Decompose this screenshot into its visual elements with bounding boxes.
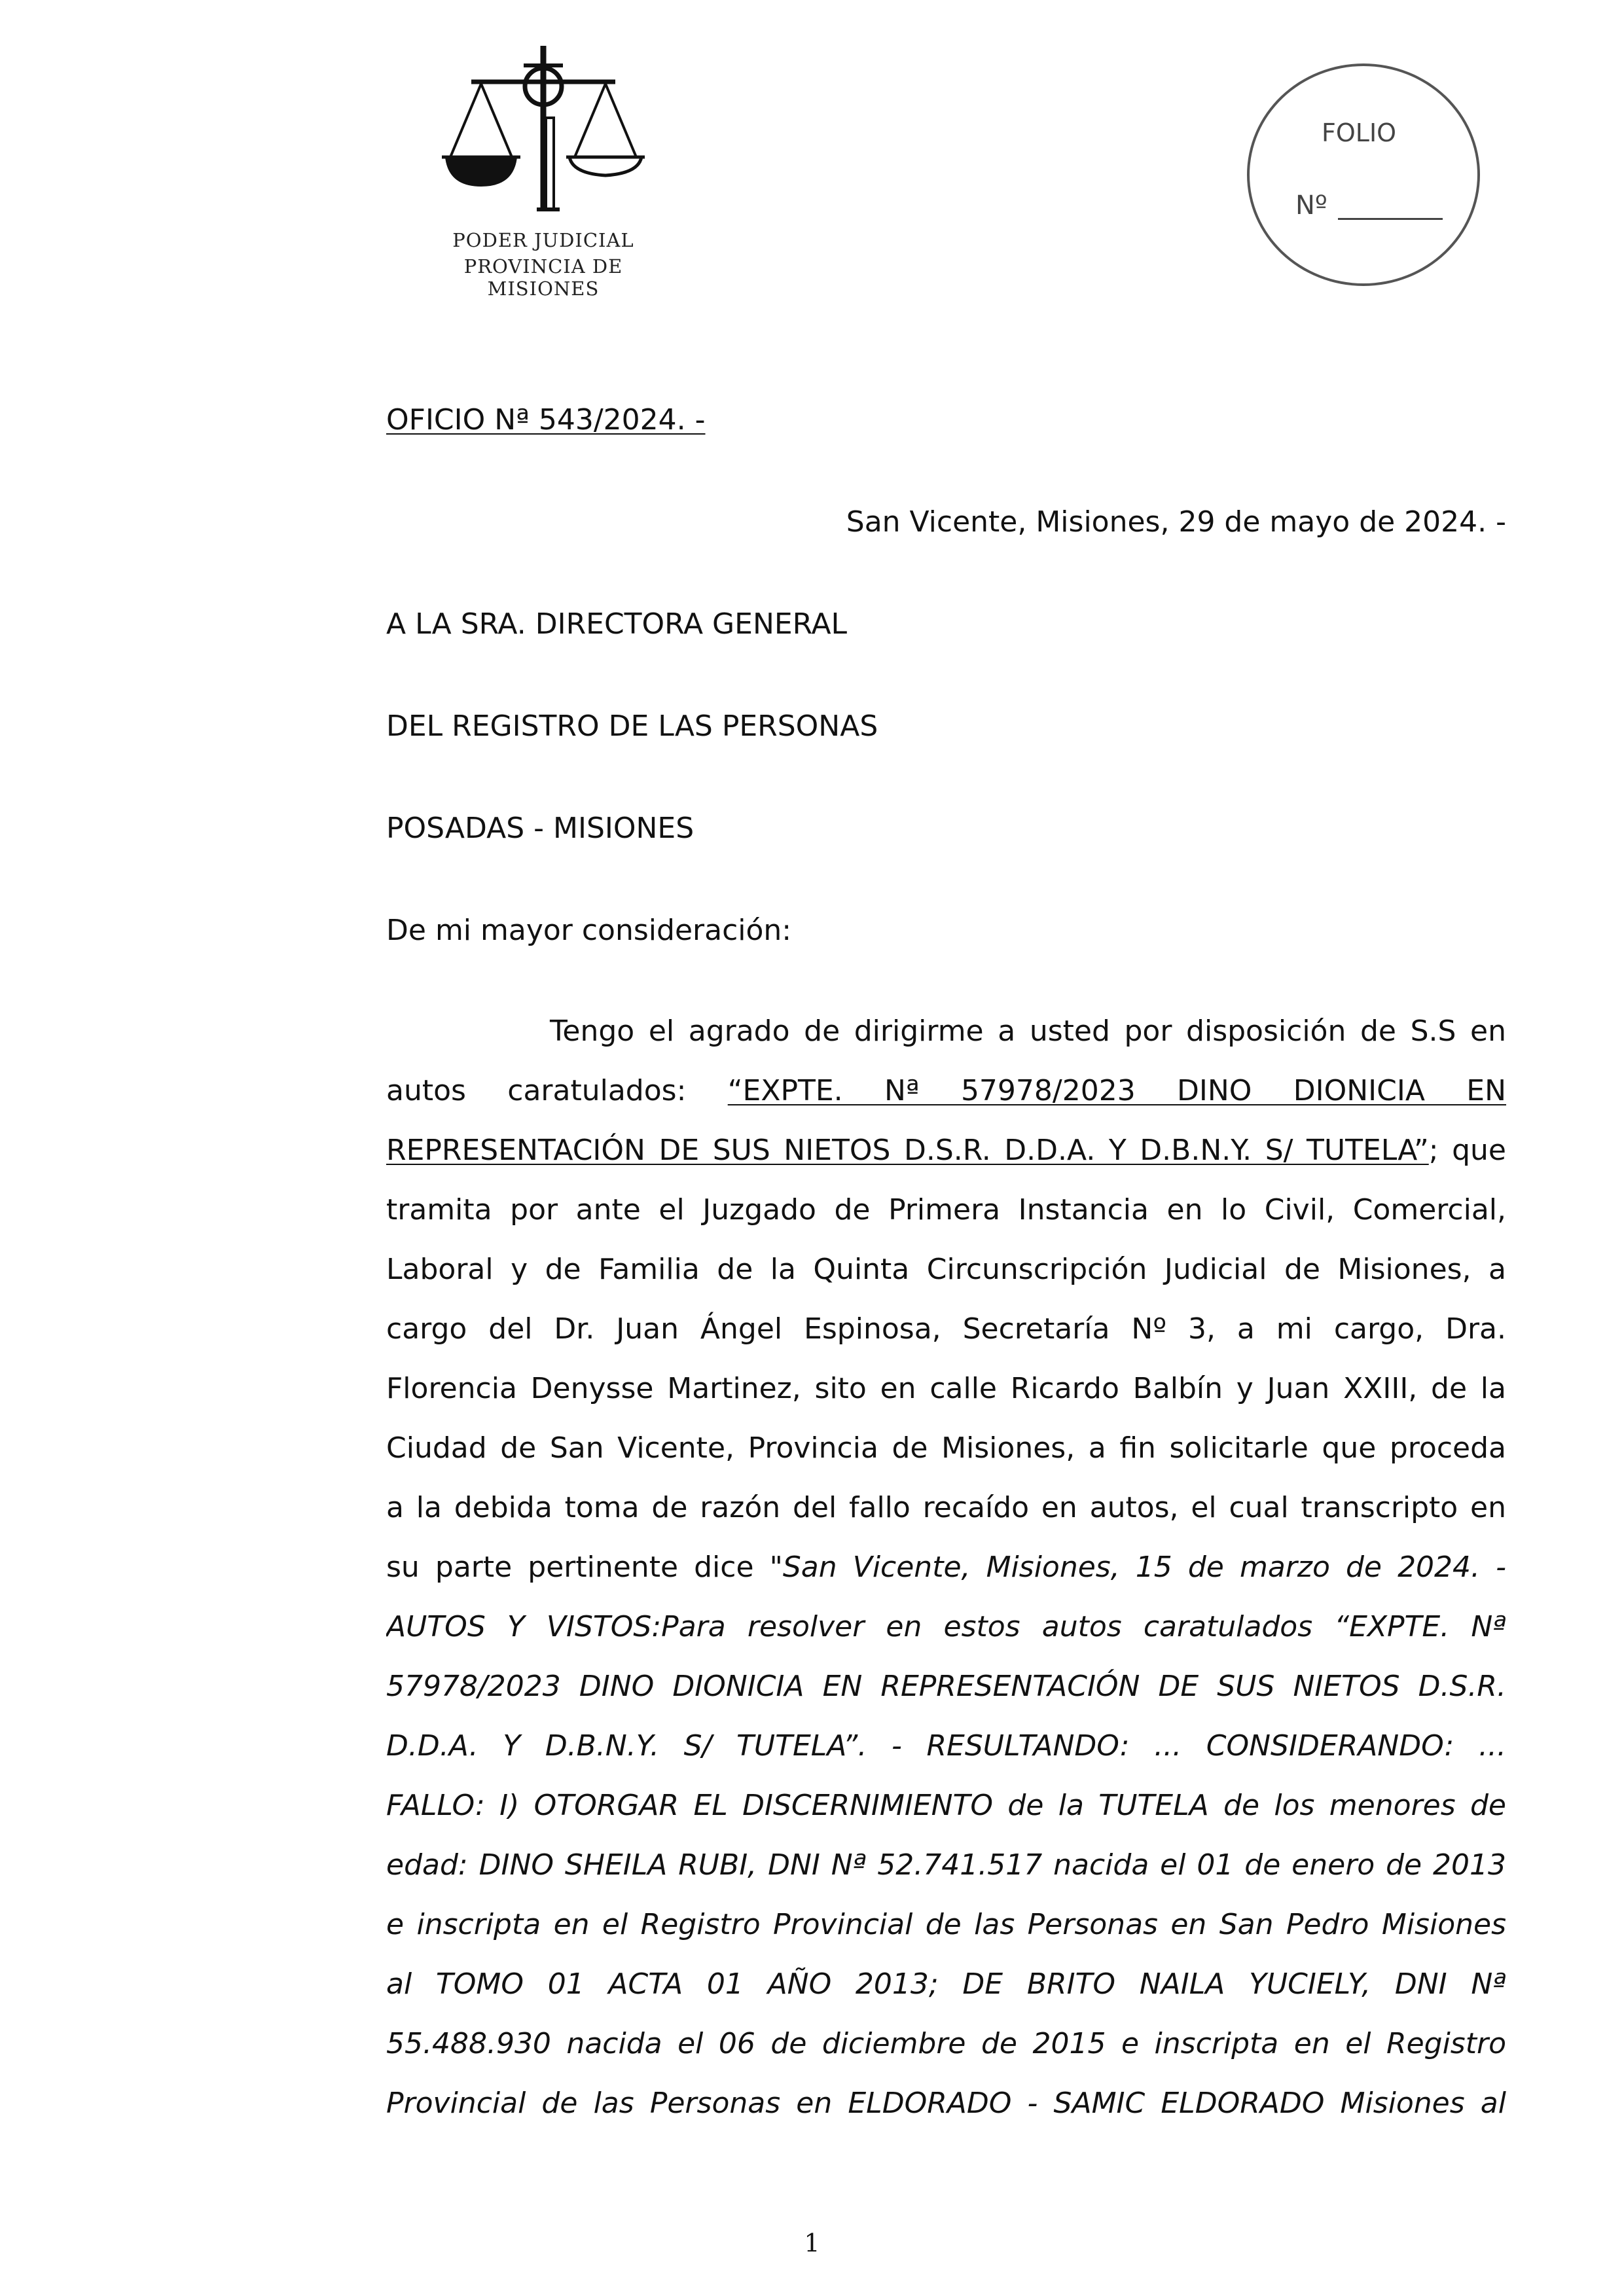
folio-stamp	[1247, 63, 1480, 286]
emblem-text-line2: PROVINCIA DE MISIONES	[463, 255, 623, 300]
folio-label: FOLIO	[1322, 118, 1397, 147]
body-line	[386, 1597, 1506, 1657]
body-line	[386, 2073, 1506, 2133]
body-line: Florencia Denysse Martinez, sito en calle Ricardo Balbín y Juan XXIII, de la	[386, 1372, 1506, 1405]
addressee-line1: A LA SRA. DIRECTORA GENERAL	[386, 607, 848, 641]
body-line: Ciudad de San Vicente, Provincia de Misiones, a fin solicitarle que proceda	[386, 1431, 1506, 1465]
body-line	[386, 1895, 1506, 1954]
body-line	[386, 1776, 1506, 1835]
body-text: ; que	[1428, 1134, 1506, 1167]
quoted-ruling: AUTOS Y VISTOS:Para resolver en estos autos caratulados “EXPTE. Nª	[386, 1610, 1506, 1643]
body-line	[386, 1716, 1506, 1776]
scales-of-justice-icon	[439, 39, 648, 216]
body-line: Tengo el agrado de dirigirme a usted por disposición de S.S en	[550, 1014, 1506, 1048]
body-line: a la debida toma de razón del fallo recaído en autos, el cual transcripto en	[386, 1491, 1506, 1524]
quoted-ruling: al TOMO 01 ACTA 01 AÑO 2013; DE BRITO NAILA YUCIELY, DNI Nª	[386, 1967, 1506, 2001]
date-place: San Vicente, Misiones, 29 de mayo de 2024. -	[846, 505, 1506, 539]
quoted-ruling: 57978/2023 DINO DIONICIA EN REPRESENTACIÓN DE SUS NIETOS D.S.R.	[386, 1670, 1506, 1703]
quoted-ruling: edad: DINO SHEILA RUBI, DNI Nª 52.741.517 nacida el 01 de enero de 2013	[386, 1848, 1506, 1882]
quoted-ruling: FALLO: I) OTORGAR EL DISCERNIMIENTO de la TUTELA de los menores de	[386, 1789, 1506, 1822]
body-text: autos caratulados:	[386, 1074, 728, 1107]
emblem-text-line1: PODER JUDICIAL	[452, 229, 634, 251]
body-line: tramita por ante el Juzgado de Primera Instancia en lo Civil, Comercial,	[386, 1193, 1506, 1227]
oficio-number: OFICIO Nª 543/2024. -	[386, 403, 706, 437]
addressee-line3: POSADAS - MISIONES	[386, 812, 695, 845]
judicial-emblem	[406, 39, 681, 300]
body-line	[386, 1537, 1506, 1597]
body-line	[386, 1657, 1506, 1716]
case-title: “EXPTE. Nª 57978/2023 DINO DIONICIA EN	[727, 1074, 1506, 1107]
folio-number-blank	[1338, 218, 1443, 220]
body-line	[386, 2014, 1506, 2073]
body-line	[386, 1121, 1506, 1180]
addressee-line2: DEL REGISTRO DE LAS PERSONAS	[386, 709, 878, 743]
quoted-ruling: Provincial de las Personas en ELDORADO - SAMIC ELDORADO Misiones al	[386, 2087, 1506, 2120]
greeting: De mi mayor consideración:	[386, 914, 792, 947]
body-line: cargo del Dr. Juan Ángel Espinosa, Secretaría Nº 3, a mi cargo, Dra.	[386, 1312, 1506, 1346]
page-number: 1	[804, 2229, 820, 2257]
quoted-ruling: e inscripta en el Registro Provincial de las Personas en San Pedro Misiones	[386, 1908, 1506, 1941]
body-line	[386, 1061, 1506, 1121]
body-line	[386, 1954, 1506, 2014]
body-line: Laboral y de Familia de la Quinta Circunscripción Judicial de Misiones, a	[386, 1253, 1506, 1286]
body-paragraph	[386, 1001, 1506, 2133]
case-title-continued: REPRESENTACIÓN DE SUS NIETOS D.S.R. D.D.A. Y D.B.N.Y. S/ TUTELA”	[386, 1134, 1429, 1167]
body-text: su parte pertinente dice "	[386, 1551, 783, 1584]
body-line	[386, 1835, 1506, 1895]
quoted-ruling: San Vicente, Misiones, 15 de marzo de 2024. -	[782, 1551, 1506, 1584]
folio-number-label: Nº	[1295, 190, 1327, 221]
quoted-ruling: D.D.A. Y D.B.N.Y. S/ TUTELA”. - RESULTANDO: ... CONSIDERANDO: ...	[386, 1729, 1506, 1763]
quoted-ruling: 55.488.930 nacida el 06 de diciembre de 2015 e inscripta en el Registro	[386, 2027, 1506, 2060]
